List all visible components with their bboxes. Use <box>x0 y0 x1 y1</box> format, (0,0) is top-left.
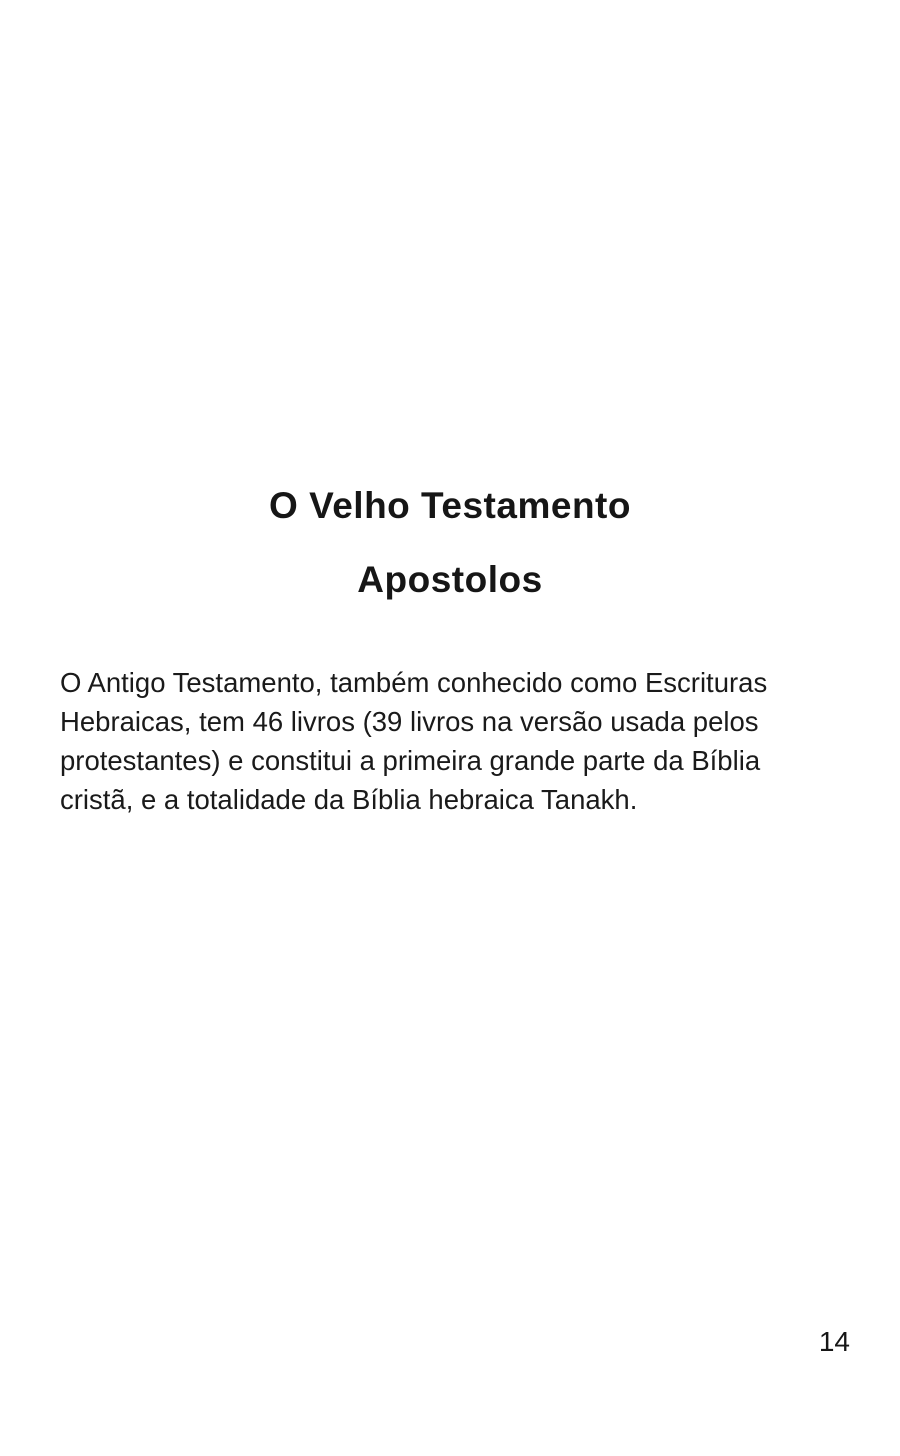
body-paragraph: O Antigo Testamento, também conhecido como Escrituras Hebraicas, tem 46 livros (39 livros na versão usada pelos protestantes) e constitui a primeira grande parte da Bíblia cristã, e a totalidade da Bíblia hebraica Tanakh. <box>60 667 768 815</box>
page-number: 14 <box>818 1326 850 1357</box>
page-subtitle: Apostolos <box>357 559 543 600</box>
page-title: O Velho Testamento <box>269 485 631 526</box>
